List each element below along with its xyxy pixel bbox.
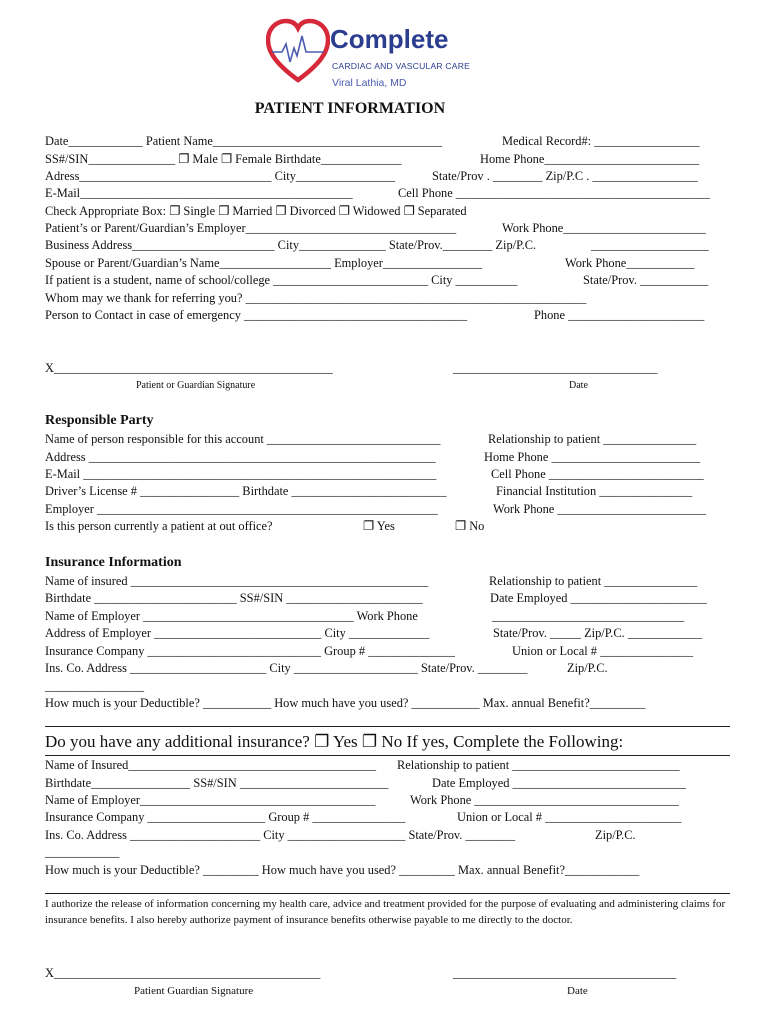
ins-line-2 (45, 591, 707, 606)
deductible-line[interactable]: How much is your Deductible? ___________ How much have you used? ___________ Max. annual Benefit?_________ (45, 696, 646, 710)
school-fields[interactable]: If patient is a student, name of school/college _________________________ City __________ (45, 273, 518, 287)
patient-line-6 (45, 221, 706, 236)
email-field[interactable]: E-Mail____________________________________________ (45, 186, 353, 200)
home-phone-field[interactable]: Home Phone_________________________ (480, 152, 700, 166)
insured-birthdate-ssn-fields[interactable]: Birthdate _______________________ SS#/SIN ______________________ (45, 591, 423, 605)
add-line-3 (45, 793, 679, 808)
signature-label: Patient or Guardian Signature (136, 380, 256, 391)
resp-work-phone-field[interactable]: Work Phone ________________________ (493, 502, 707, 516)
current-patient-question: Is this person currently a patient at out office? (45, 519, 273, 533)
cell-phone-field[interactable]: Cell Phone _________________________________________ (398, 186, 710, 200)
patient-line-9 (45, 273, 709, 288)
guardian-signature-label: Patient Guardian Signature (134, 985, 254, 997)
resp-line-1 (45, 432, 697, 447)
employer-state-zip-field[interactable]: State/Prov. _____ Zip/P.C. ____________ (493, 626, 703, 640)
ins-line-1 (45, 574, 698, 589)
current-patient-yes-checkbox[interactable]: ❐ Yes (363, 519, 395, 533)
add-birthdate-ssn-fields[interactable]: Birthdate________________ SS#/SIN ________________________ (45, 776, 389, 790)
emergency-phone-field[interactable]: Phone ______________________ (534, 308, 705, 322)
ins-co-zip-field[interactable]: ________________ (45, 679, 145, 693)
add-union-local-field[interactable]: Union or Local # ______________________ (457, 810, 682, 824)
ssn-gender-birthdate-fields[interactable]: SS#/SIN______________ ❐ Male ❐ Female Birthdate_____________ (45, 152, 402, 166)
logo (266, 18, 476, 96)
date-name-fields[interactable]: Date____________ Patient Name_____________________________________ (45, 134, 443, 148)
spouse-work-phone-field[interactable]: Work Phone___________ (565, 256, 695, 270)
patient-line-3 (45, 169, 698, 184)
insured-employer-field[interactable]: Name of Employer __________________________________ Work Phone (45, 609, 418, 623)
add-line-2 (45, 776, 686, 791)
add-employer-field[interactable]: Name of Employer______________________________________ (45, 793, 376, 807)
resp-line-6 (45, 519, 485, 534)
patient-line-4 (45, 186, 710, 201)
resp-line-5 (45, 502, 707, 517)
add-work-phone-field[interactable]: Work Phone _________________________________ (410, 793, 679, 807)
add-line-4 (45, 810, 682, 825)
address-city-fields[interactable]: Adress_______________________________ City________________ (45, 169, 396, 183)
add-relationship-field[interactable]: Relationship to patient ___________________________ (397, 758, 680, 772)
patient-line-1 (45, 134, 700, 149)
additional-insurance-question[interactable]: Do you have any additional insurance? ❐ Yes ❐ No If yes, Complete the Following: (45, 732, 624, 751)
patient-line-7 (45, 238, 709, 253)
section-divider (45, 726, 730, 727)
add-date-employed-field[interactable]: Date Employed ____________________________ (432, 776, 686, 790)
patient-line-8 (45, 256, 695, 271)
resp-line-4 (45, 484, 693, 499)
medical-record-field[interactable]: Medical Record#: _________________ (502, 134, 700, 148)
add-insured-name-field[interactable]: Name of Insured________________________________________ (45, 758, 377, 772)
guardian-date-line[interactable]: ____________________________________ (453, 966, 677, 980)
resp-line-2 (45, 450, 701, 465)
add-line-1 (45, 758, 680, 773)
school-state-field[interactable]: State/Prov. ___________ (583, 273, 709, 287)
emergency-contact-field[interactable]: Person to Contact in case of emergency ____________________________________ (45, 308, 468, 322)
marital-status-line[interactable]: Check Appropriate Box: ❐ Single ❐ Married ❐ Divorced ❐ Widowed ❐ Separated (45, 204, 467, 218)
resp-line-3 (45, 467, 704, 482)
add-ins-co-address-field[interactable]: Ins. Co. Address _____________________ City ___________________ State/Prov. ________ (45, 828, 516, 842)
add-deductible-line[interactable]: How much is your Deductible? _________ How much have you used? _________ Max. annual Benefit?____________ (45, 863, 640, 877)
resp-cell-phone-field[interactable]: Cell Phone _________________________ (491, 467, 704, 481)
add-ins-co-zip-field[interactable]: ____________ (45, 845, 120, 859)
drivers-license-birthdate-fields[interactable]: Driver’s License # ________________ Birthdate _________________________ (45, 484, 447, 498)
insured-name-field[interactable]: Name of insured ________________________________________________ (45, 574, 429, 588)
spouse-employer-fields[interactable]: Spouse or Parent/Guardian’s Name__________________ Employer________________ (45, 256, 483, 270)
ins-line-5 (45, 644, 694, 659)
resp-relationship-field[interactable]: Relationship to patient _______________ (488, 432, 697, 446)
employer-field[interactable]: Patient’s or Parent/Guardian’s Employer__________________________________ (45, 221, 457, 235)
ins-line-4 (45, 626, 703, 641)
signature-date-line[interactable]: _________________________________ (453, 361, 658, 375)
patient-line-2 (45, 152, 700, 167)
patient-signature-line[interactable]: X_____________________________________________ (45, 361, 333, 375)
logo-doctor: Viral Lathia, MD (332, 77, 407, 89)
add-ins-co-zip-label: Zip/P.C. (595, 828, 636, 842)
business-zip-field[interactable]: ___________________ (591, 238, 709, 252)
date-label: Date (569, 380, 588, 391)
ins-line-3 (45, 609, 685, 624)
section-divider (45, 893, 730, 894)
responsible-party-heading: Responsible Party (45, 413, 154, 428)
page-title: PATIENT INFORMATION (254, 100, 446, 117)
resp-email-field[interactable]: E-Mail _________________________________________________________ (45, 467, 437, 481)
business-address-fields[interactable]: Business Address_______________________ City______________ State/Prov.________ Zip/P.C. (45, 238, 537, 252)
ins-co-zip-label: Zip/P.C. (567, 661, 608, 675)
referral-field[interactable]: Whom may we thank for referring you? _______________________________________________________ (45, 291, 587, 305)
insurance-company-group-fields[interactable]: Insurance Company ____________________________ Group # ______________ (45, 644, 455, 658)
responsible-name-field[interactable]: Name of person responsible for this account ____________________________ (45, 432, 441, 446)
current-patient-no-checkbox[interactable]: ❐ No (455, 519, 485, 533)
insurance-heading: Insurance Information (45, 555, 182, 570)
resp-home-phone-field[interactable]: Home Phone ________________________ (484, 450, 701, 464)
financial-institution-field[interactable]: Financial Institution _______________ (496, 484, 693, 498)
add-line-5 (45, 828, 636, 843)
ins-co-address-field[interactable]: Ins. Co. Address ______________________ City ____________________ State/Prov. ________ (45, 661, 528, 675)
resp-address-field[interactable]: Address ________________________________________________________ (45, 450, 436, 464)
insured-date-employed-field[interactable]: Date Employed ______________________ (490, 591, 707, 605)
logo-tagline: CARDIAC AND VASCULAR CARE (332, 61, 471, 71)
insured-relationship-field[interactable]: Relationship to patient _______________ (489, 574, 698, 588)
insured-work-phone-field[interactable]: _______________________________ (492, 609, 685, 623)
patient-line-11 (45, 308, 705, 323)
heart-pulse-icon (266, 18, 330, 84)
employer-address-field[interactable]: Address of Employer ___________________________ City _____________ (45, 626, 430, 640)
union-local-field[interactable]: Union or Local # _______________ (512, 644, 694, 658)
state-zip-fields[interactable]: State/Prov . ________ Zip/P.C . _________________ (432, 169, 698, 183)
section-divider (45, 755, 730, 756)
logo-name: Complete (330, 24, 449, 54)
guardian-signature-line[interactable]: X___________________________________________ (45, 966, 321, 980)
work-phone-field[interactable]: Work Phone_______________________ (502, 221, 706, 235)
guardian-date-label: Date (567, 985, 588, 997)
resp-employer-field[interactable]: Employer _______________________________________________________ (45, 502, 438, 516)
ins-line-6 (45, 661, 608, 676)
add-insurance-company-group-fields[interactable]: Insurance Company ___________________ Group # _______________ (45, 810, 406, 824)
authorization-text: I authorize the release of information concerning my health care, advice and treatment provided for the purpose of evaluating and administering claims for insurance benefits. I also hereby authorize payment of insurance benefits otherwise payable to me directly to the doctor. (45, 898, 726, 926)
